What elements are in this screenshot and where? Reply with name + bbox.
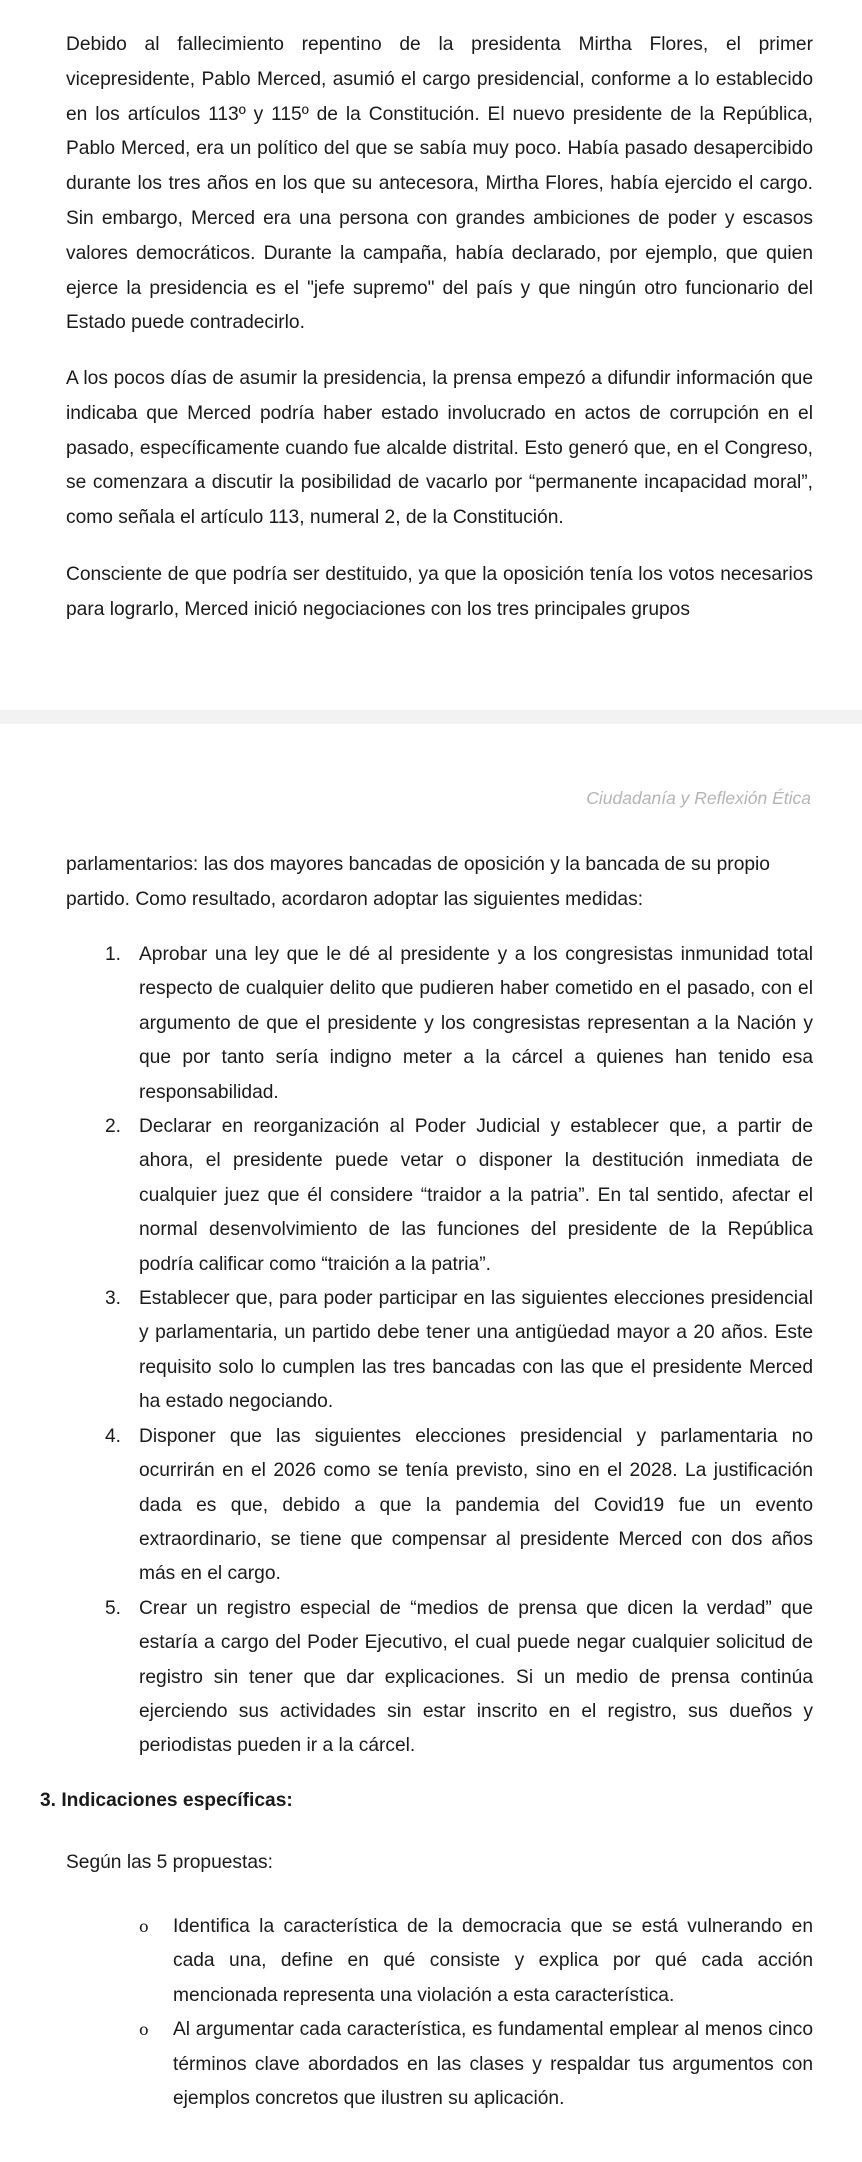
bullet-icon: o [139, 1917, 149, 1936]
list-item [66, 938, 813, 1110]
list-item-number: 3. [105, 1288, 122, 1310]
list-item-number: 1. [105, 944, 122, 965]
list-item-text: Aprobar una ley que le dé al presidente y a los congresistas inmunidad total respecto de cualquier delito que pudieren haber cometido en el pasado, con el argumento de que el presidente y los congresistas representan a la Nación y que por tanto sería indigno meter a la cárcel a quienes han tenido esa responsabilidad. [139, 944, 813, 1103]
list-item [66, 1282, 813, 1420]
paragraph-intro: Debido al fallecimiento repentino de la presidenta Mirtha Flores, el primer vicepresidente, Pablo Merced, asumió el cargo presidencial, conforme a lo establecido en los artículos 113º y 115º de la Constitución. El nuevo presidente de la República, Pablo Merced, era un político del que se sabía muy poco. Había pasado desapercibido durante los tres años en los que su antecesora, Mirtha Flores, había ejercido el cargo. Sin embargo, Merced era una persona con grandes ambiciones de poder y escasos valores democráticos. Durante la campaña, había declarado, por ejemplo, que quien ejerce la presidencia es el "jefe supremo" del país y que ningún otro funcionario del Estado puede contradecirlo. [66, 34, 813, 334]
list-item-text: Crear un registro especial de “medios de prensa que dicen la verdad” que estaría a cargo del Poder Ejecutivo, el cual puede negar cualquier solicitud de registro sin tener que dar explicaciones. Si un medio de prensa continúa ejerciendo sus actividades sin estar inscrito en el registro, sus dueños y periodistas pueden ir a la cárcel. [139, 1597, 813, 1757]
paragraph-negotiations: Consciente de que podría ser destituido, ya que la oposición tenía los votos necesarios para lograrlo, Merced inició negociaciones con los tres principales grupos [66, 564, 813, 620]
list-item-text: Identifica la característica de la democracia que se está vulnerando en cada una, define en qué consiste y explica por qué cada acción mencionada representa una violación a esta característica. [173, 1916, 813, 2006]
indications-list [66, 1910, 813, 2116]
list-item [66, 2013, 813, 2116]
list-item-text: Disponer que las siguientes elecciones presidencial y parlamentaria no ocurrirán en el 2026 como se tenía previsto, sino en el 2028. La justificación dada es que, debido a que la pandemia del Covid19 fue un evento extraordinario, se tiene que compensar al presidente Merced con dos años más en el cargo. [139, 1425, 813, 1585]
list-item-number: 2. [105, 1116, 122, 1138]
list-item-text: Establecer que, para poder participar en las siguientes elecciones presidencial y parlamentaria, un partido debe tener una antigüedad mayor a 20 años. Este requisito solo lo cumplen las tres bancadas con las que el presidente Merced ha estado negociando. [139, 1288, 813, 1413]
list-item-text: Al argumentar cada característica, es fundamental emplear al menos cinco términos clave abordados en las clases y respaldar tus argumentos con ejemplos concretos que ilustren su aplicación. [173, 2019, 813, 2110]
paragraph-continuation: parlamentarios: las dos mayores bancadas de oposición y la bancada de su propio partido. Como resultado, acordaron adoptar las siguientes medidas: [66, 854, 770, 910]
running-header: Ciudadanía y Reflexión Ética [586, 788, 811, 808]
list-item [66, 1592, 813, 1764]
page-separator [0, 710, 862, 724]
list-item-number: 4. [105, 1425, 122, 1447]
paragraph-press: A los pocos días de asumir la presidencia, la prensa empezó a difundir información que indicaba que Merced podría haber estado involucrado en actos de corrupción en el pasado, específicamente cuando fue alcalde distrital. Esto generó que, en el Congreso, se comenzara a discutir la posibilidad de vacarlo por “permanente incapacidad moral”, como señala el artículo 113, numeral 2, de la Constitución. [66, 368, 813, 529]
section-heading: 3. Indicaciones específicas: [40, 1790, 293, 1811]
document-page-1 [0, 0, 862, 710]
measures-list [66, 938, 813, 1764]
list-item [66, 1110, 813, 1282]
indications-intro: Según las 5 propuestas: [66, 1852, 273, 1873]
list-item-text: Declarar en reorganización al Poder Judicial y establecer que, a partir de ahora, el presidente puede vetar o disponer la destitución inmediata de cualquier juez que él considere “traidor a la patria”. En tal sentido, afectar el normal desenvolvimiento de las funciones del presidente de la República podría calificar como “traición a la patria”. [139, 1116, 813, 1275]
bullet-icon: o [139, 2020, 149, 2040]
list-item-number: 5. [105, 1597, 122, 1619]
list-item [66, 1910, 813, 2013]
list-item [66, 1420, 813, 1592]
